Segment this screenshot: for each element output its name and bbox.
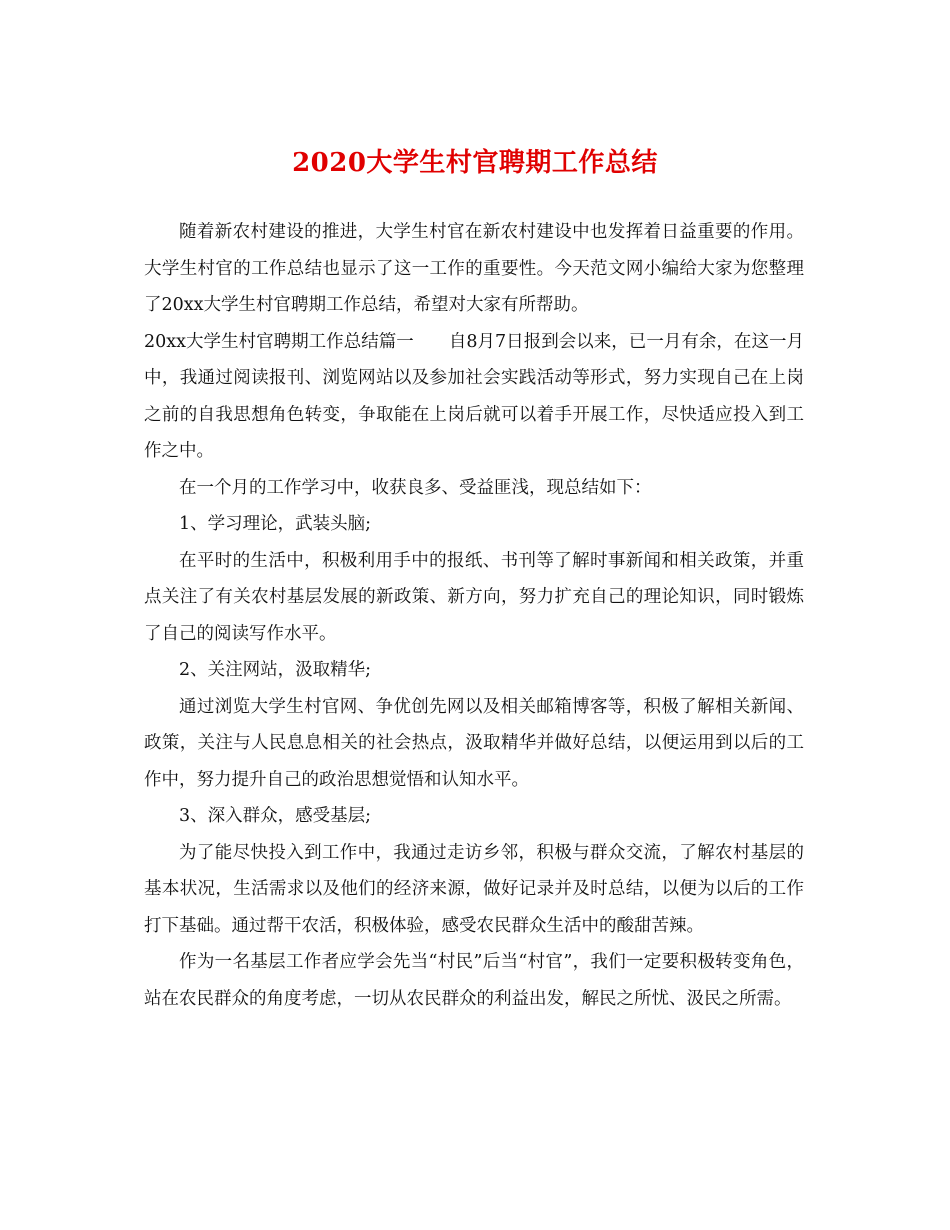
paragraph-intro: 随着新农村建设的推进，大学生村官在新农村建设中也发挥着日益重要的作用。大学生村官的工作总结也显示了这一工作的重要性。今天范文网小编给大家为您整理了20xx大学生村官聘期工作总结，希望对大家有所帮助。 <box>144 222 804 315</box>
paragraph-summary-lead: 在一个月的工作学习中，收获良多、受益匪浅，现总结如下： <box>179 477 652 498</box>
paragraph-conclusion: 作为一名基层工作者应学会先当“村民”后当“村官”，我们一定要积极转变角色，站在农民群众的角度考虑，一切从农民群众的利益出发，解民之所忧、汲民之所需。 <box>144 952 804 1009</box>
paragraph-follow-websites: 通过浏览大学生村官网、争优创先网以及相关邮箱博客等，积极了解相关新闻、政策，关注与人民息息相关的社会热点，汲取精华并做好总结，以便运用到以后的工作中，努力提升自己的政治思想觉悟和认知水平。 <box>144 696 804 790</box>
paragraph-study-theory: 在平时的生活中，积极利用手中的报纸、书刊等了解时事新闻和相关政策，并重点关注了有关农村基层发展的新政策、新方向，努力扩充自己的理论知识，同时锻炼了自己的阅读写作水平。 <box>144 550 804 644</box>
paragraph-go-to-people: 为了能尽快投入到工作中，我通过走访乡邻，积极与群众交流，了解农村基层的基本状况，生活需求以及他们的经济来源，做好记录并及时总结，以便为以后的工作打下基础。通过帮干农活，积极体验，感受农民群众生活中的酸甜苦辣。 <box>144 842 804 936</box>
paragraph-part-one: 20xx大学生村官聘期工作总结篇一 自8月7日报到会以来，已一月有余，在这一月中，我通过阅读报刊、浏览网站以及参加社会实践活动等形式，努力实现自己在上岗之前的自我思想角色转变，争取能在上岗后就可以着手开展工作，尽快适应投入到工作之中。 <box>144 331 804 461</box>
heading-follow-websites: 2、关注网站，汲取精华; <box>179 660 372 680</box>
heading-go-to-people: 3、深入群众，感受基层; <box>179 806 372 826</box>
document-title: 2020大学生村官聘期工作总结 <box>292 148 658 178</box>
document-body <box>144 214 804 1017</box>
heading-study-theory: 1、学习理论，武装头脑; <box>179 514 372 534</box>
